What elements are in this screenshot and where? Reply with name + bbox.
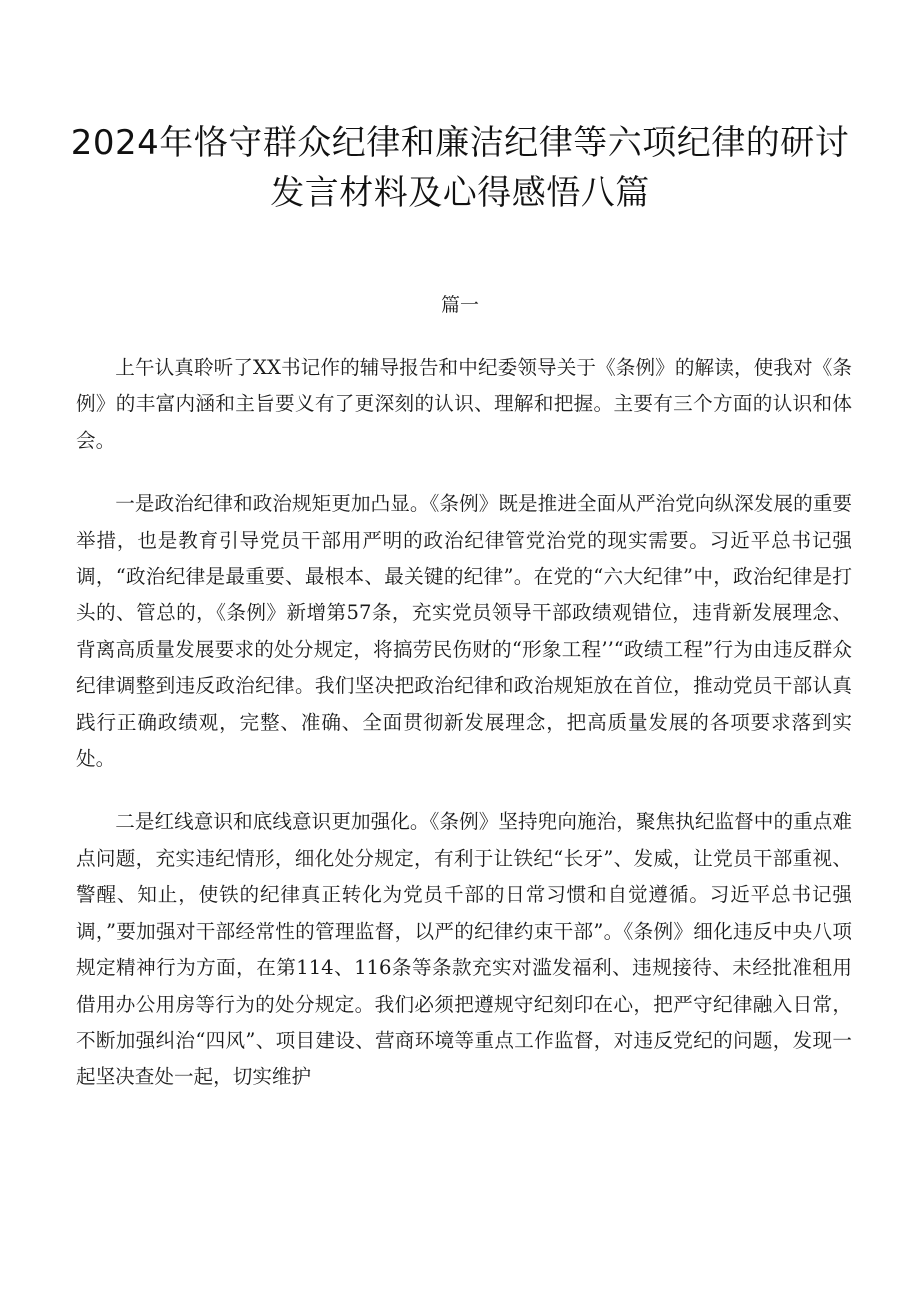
document-body [76, 350, 852, 1123]
title-line-2: 发言材料及心得感悟八篇 [270, 173, 650, 213]
title-line-1: 2024年恪守群众纪律和廉洁纪律等六项纪律的研讨 [70, 123, 850, 163]
document-title [60, 118, 860, 218]
paragraph-1: 上午认真聆听了XX书记作的辅导报告和中纪委领导关于《条例》的解读，使我对《条例》的丰富内涵和主旨要义有了更深刻的认识、理解和把握。主要有三个方面的认识和体会。 [76, 356, 852, 452]
paragraph-2: 一是政治纪律和政治规矩更加凸显。《条例》既是推进全面从严治党向纵深发展的重要举措，也是教育引导党员干部用严明的政治纪律管党治党的现实需要。习近平总书记强调，“政治纪律是最重要、最根本、最关键的纪律”。在党的“六大纪律”中，政治纪律是打头的、管总的，《条例》新增第57条，充实党员领导干部政绩观错位，违背新发展理念、背离高质量发展要求的处分规定，将搞劳民伤财的“形象工程’’“政绩工程”行为由违反群众纪律调整到违反政治纪律。我们坚决把政治纪律和政治规矩放在首位，推动党员干部认真践行正确政绩观，完整、准确、全面贯彻新发展理念，把高质量发展的各项要求落到实处。 [76, 492, 852, 771]
section-heading: 篇一 [440, 294, 479, 316]
paragraph-3: 二是红线意识和底线意识更加强化。《条例》坚持兜向施治，聚焦执纪监督中的重点难点问题，充实违纪情形，细化处分规定，有利于让铁纪“长牙”、发威，让党员干部重视、警醒、知止，使铁的纪律真正转化为党员千部的日常习惯和自觉遵循。习近平总书记强调，”要加强对干部经常性的管理监督，以严的纪律约束干部”。《条例》细化违反中央八项规定精神行为方面，在第114、116条等条款充实对滥发福利、违规接待、未经批准租用借用办公用房等行为的处分规定。我们必须把遵规守纪刻印在心，把严守纪律融入日常，不断加强纠治“四风”、项目建设、营商环境等重点工作监督，对违反党纪的问题，发现一起坚决查处一起，切实维护 [76, 810, 852, 1089]
